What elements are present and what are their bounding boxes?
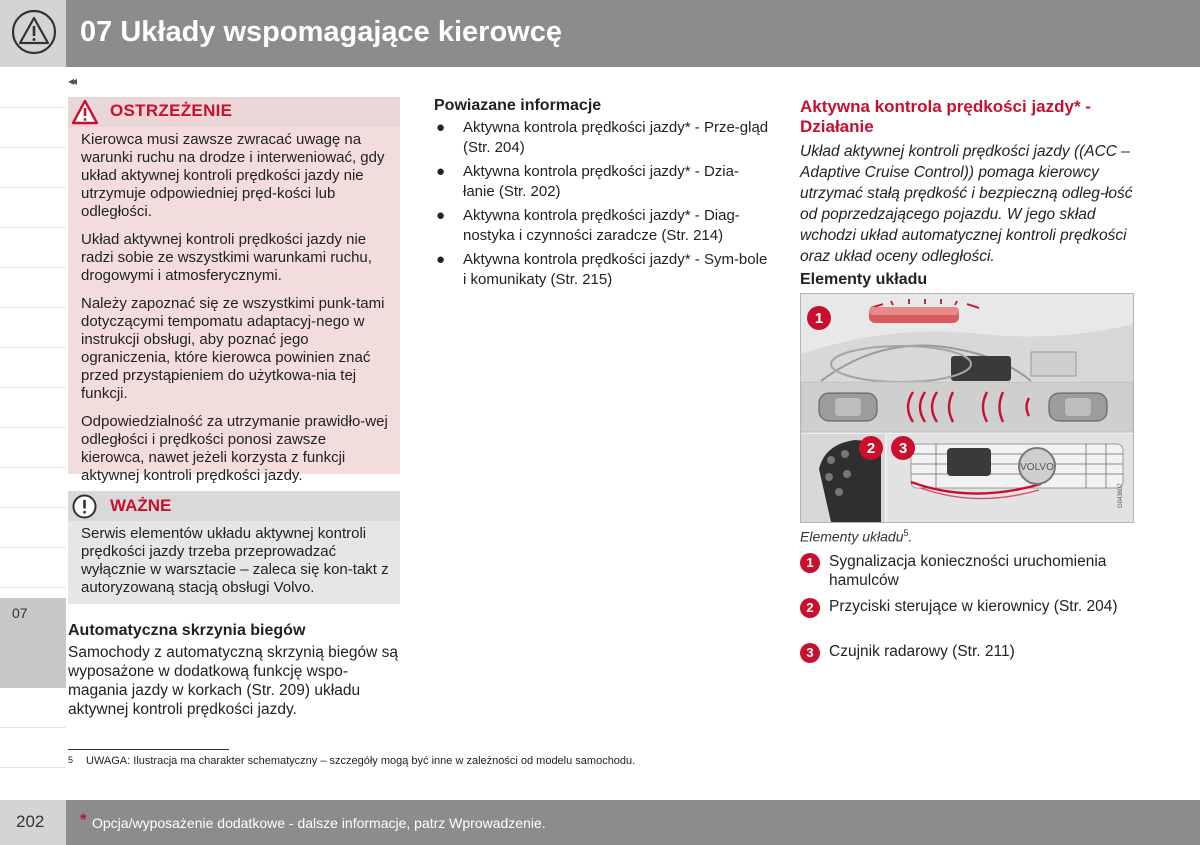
section-heading: Aktywna kontrola prędkości jazdy* - Działanie [800, 97, 1091, 136]
bullet-icon: ● [436, 251, 446, 268]
elements-heading: Elementy układu [800, 271, 928, 288]
callout-badge-2: 2 [866, 440, 876, 457]
gearbox-text: Samochody z automatyczną skrzynią biegów są wyposażone w dodatkową funkcję wspo-magania jazdy w korkach (Str. 209) układu aktywnej kontroli prędkości jazdy. [68, 644, 398, 718]
related-item-text[interactable]: Aktywna kontrola prędkości jazdy* - Dzia-łanie (Str. 202) [463, 163, 739, 200]
footer-note: Opcja/wyposażenie dodatkowe - dalsze informacje, patrz Wprowadzenie. [92, 815, 546, 831]
footnote-ref[interactable]: 5 [903, 528, 909, 538]
related-item-text[interactable]: Aktywna kontrola prędkości jazdy* - Prze-gląd (Str. 204) [463, 119, 769, 156]
legend-text: Sygnalizacja konieczności uruchomienia hamulców [829, 553, 1107, 589]
related-item-text[interactable]: Aktywna kontrola prędkości jazdy* - Sym-bole i komunikaty (Str. 215) [463, 251, 768, 288]
related-item[interactable] [434, 206, 769, 246]
figure-caption-text: Elementy układu [800, 528, 904, 545]
legend-number: 2 [800, 598, 820, 618]
warning-text [81, 131, 391, 495]
warning-paragraph: Odpowiedzialność za utrzymanie prawidło-wej odległości i prędkości ponosi zawsze kierowca, nawet jeżeli korzysta z funkcji aktywnej kontroli prędkości jazdy. [81, 413, 388, 484]
warning-paragraph: Należy zapoznać się ze wszystkimi punk-tami dotyczącymi tempomatu adaptacyj-nego w instrukcji obsługi, aby poznać jego ograniczenia, które kierowca powinien znać przed przystąpieniem do użytkowa-nia tej funkcji. [81, 295, 385, 402]
chapter-tab-label: 07 [12, 605, 28, 621]
warning-paragraph: Kierowca musi zawsze zwracać uwagę na warunki ruchu na drodze i interweniować, gdy układ aktywnej kontroli prędkości jazdy nie utrzymuje odpowiedniej pręd-kości lub odległości. [81, 131, 385, 220]
footnote-divider [68, 749, 229, 750]
exclamation-circle-icon [72, 494, 97, 519]
left-margin [0, 67, 66, 800]
section-intro: Układ aktywnej kontroli prędkości jazdy ((ACC – Adaptive Cruise Control)) pomaga kierowcy utrzymać stałą prędkość i bezpieczną odleg-łość od poprzedzającego pojazdu. W jego skład wchodzi układ automatycznej kontroli prędkości oraz układ oceny odległości. [800, 143, 1133, 265]
warning-triangle-icon [11, 9, 57, 55]
related-item[interactable] [434, 250, 769, 290]
figure-caption-end: . [908, 528, 913, 545]
warning-title: OSTRZEŻENIE [110, 101, 233, 120]
warning-paragraph: Układ aktywnej kontroli prędkości jazdy nie radzi sobie ze wszystkimi warunkami ruchu, drogowymi i atmosferycznymi. [81, 231, 372, 284]
footnote-text: UWAGA: Ilustracja ma charakter schematyczny – szczegóły mogą być inne w zależności od modelu samochodu. [86, 755, 636, 767]
important-title: WAŻNE [110, 496, 172, 515]
bullet-icon: ● [436, 207, 446, 224]
page-title: 07 Układy wspomagające kierowcę [80, 16, 562, 48]
callout-badge-1: 1 [814, 310, 824, 327]
legend-text: Czujnik radarowy (Str. 211) [829, 643, 1015, 660]
car-icon [819, 393, 877, 421]
legend-number: 1 [800, 553, 820, 573]
grille-logo: VOLVO [1020, 462, 1054, 473]
related-item-text[interactable]: Aktywna kontrola prędkości jazdy* - Diag-nostyka i czynności zaradcze (Str. 214) [463, 207, 740, 244]
related-list [434, 118, 769, 294]
gearbox-heading: Automatyczna skrzynia biegów [68, 622, 306, 639]
page-number: 202 [16, 812, 45, 831]
footnote-number: 5 [68, 755, 74, 765]
system-elements-figure [800, 293, 1134, 523]
related-item[interactable] [434, 118, 769, 158]
warning-triangle-icon [72, 99, 98, 125]
bullet-icon: ● [436, 119, 446, 136]
related-item[interactable] [434, 162, 769, 202]
related-heading: Powiazane informacje [434, 97, 602, 114]
acc-illustration [801, 294, 1133, 522]
figure-code: G043607 [1118, 483, 1124, 508]
car-icon [1049, 393, 1107, 421]
legend-number: 3 [800, 643, 820, 663]
legend-text: Przyciski sterujące w kierownicy (Str. 204) [829, 598, 1118, 615]
bullet-icon: ● [436, 163, 446, 180]
important-text: Serwis elementów układu aktywnej kontroli prędkości jazdy trzeba przeprowadzać wyłącznie w warsztacie – zaleca się kon-takt z autoryzowaną stacją obsługi Volvo. [81, 525, 389, 596]
figure-caption [800, 528, 912, 545]
callout-badge-3: 3 [898, 440, 908, 457]
rewind-icon[interactable]: ◂◂ [68, 74, 75, 88]
chapter-tab[interactable] [0, 598, 66, 688]
asterisk-icon: * [80, 810, 87, 829]
